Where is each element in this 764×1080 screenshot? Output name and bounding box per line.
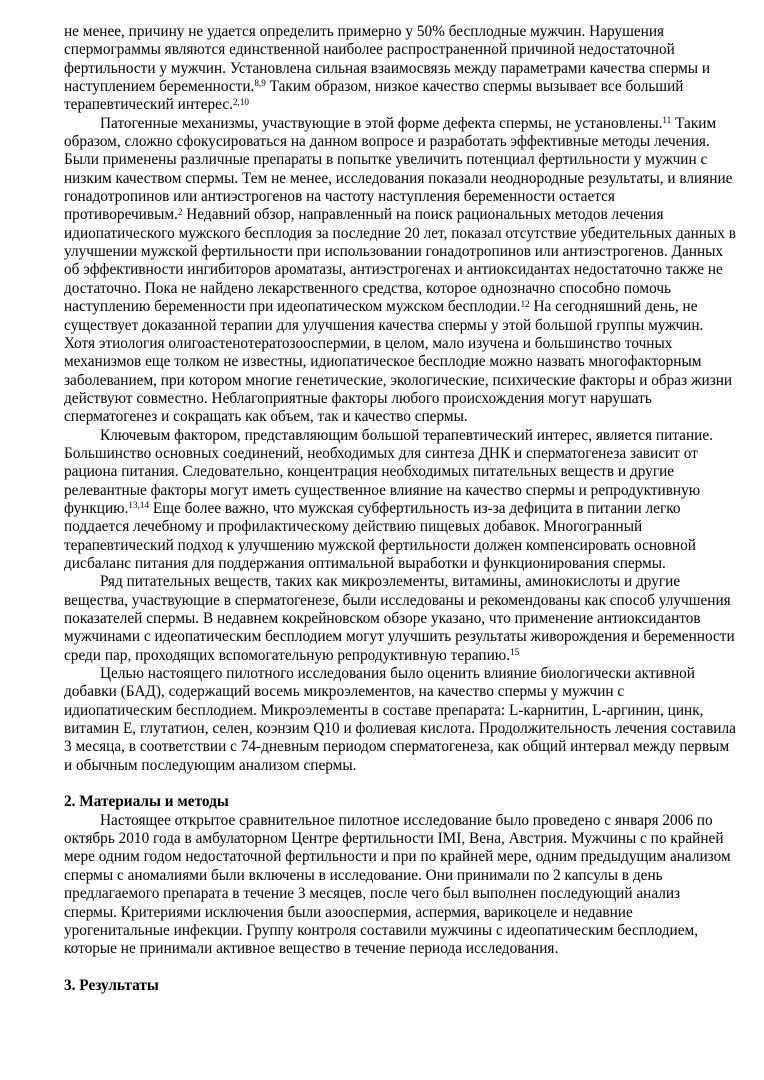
- paragraph: [64, 665, 736, 775]
- text-run: Таким образом, сложно сфокусироваться на данном вопросе и разработать эффективные методы лечения. Были применены различные препараты в попытке увеличить потенциал фертильности у мужчин с низким качеством спермы. Тем не менее, исследования показали неоднородные результаты, и влияние гонадотропинов или антиэстрогенов на частоту наступления беременности остается противоречивым.: [64, 114, 733, 224]
- paragraph: [64, 812, 736, 959]
- text-run: Таким образом, низкое качество спермы вызывает все больший терапевтический интерес.: [64, 78, 684, 114]
- citation-superscript: 15: [510, 647, 520, 658]
- paragraph: [64, 115, 736, 335]
- paragraph: [64, 335, 736, 427]
- text-run: На сегодняшний день, не существует доказанной терапии для улучшения качества спермы у этой большой группы мужчин.: [64, 298, 704, 334]
- paragraph: [64, 427, 736, 574]
- document-body: [64, 23, 736, 995]
- blank-line: [64, 959, 736, 977]
- citation-superscript: 13,14: [128, 500, 150, 511]
- citation-superscript: 8,9: [254, 78, 266, 89]
- text-run: Еще более важно, что мужская субфертильность из-за дефицита в питании легко поддается лечебному и профилактическому действию пищевых добавок. Многогранный терапевтический подход к улучшению мужской фертильности должен компенсировать основной дисбаланс питания для поддержания оптимальной выработки и функционирования спермы.: [64, 499, 696, 572]
- section-heading: 2. Материалы и методы: [64, 793, 229, 811]
- citation-superscript: 2,10: [232, 96, 250, 107]
- paragraph: [64, 573, 736, 665]
- text-run: Целью настоящего пилотного исследования было оценить влияние биологически активной добавки (БАД), содержащий восемь микроэлементов, на качество спермы у мужчин с идиопатическим бесплодием. Микроэлементы в составе препарата: L-карнитин, L-аргинин, цинк, витамин E, глутатион, селен, коэнзим Q10 и фолиевая кислота. Продолжительность лечения составила 3 месяца, в соответствии с 74-дневным периодом сперматогенеза, как общий интервал между первым и обычным последующим анализом спермы.: [64, 665, 736, 774]
- text-run: Хотя этиология олигоастенотератозооспермии, в целом, мало изучена и большинство точных механизмов еще толком не известны, идиопатическое бесплодие можно назвать многофакторным заболеванием, при котором многие генетические, экологические, психические факторы и образ жизни действуют совместно. Неблагоприятные факторы любого происхождения могут нарушать сперматогенез и сокращать как объем, так и качество спермы.: [64, 334, 733, 426]
- citation-superscript: 11: [662, 115, 672, 126]
- text-run: Патогенные механизмы, участвующие в этой форме дефекта спермы, не установлены.: [100, 114, 663, 132]
- section-heading: 3. Результаты: [64, 976, 159, 994]
- blank-line: [64, 775, 736, 793]
- text-run: не менее, причину не удается определить примерно у 50% бесплодные мужчин. Нарушения спермограммы являются единственной наиболее распространенной причиной недостаточной фертильности у мужчин. Установлена сильная взаимосвязь между параметрами качества спермы и наступлением беременности.: [64, 23, 711, 96]
- text-run: Ряд питательных веществ, таких как микроэлементы, витамины, аминокислоты и другие вещества, участвующие в сперматогенезе, были исследованы и рекомендованы как способ улучшения показателей спермы. В недавнем кокрейновском обзоре указано, что применение антиоксидантов мужчинами с идеопатическим бесплодием могут улучшить результаты живорождения и беременности среди пар, проходящих вспомогательную репродуктивную терапию.: [64, 573, 735, 664]
- paragraph: [64, 23, 736, 115]
- text-run: Недавний обзор, направленный на поиск рациональных методов лечения идиопатического мужского бесплодия за последние 20 лет, показал отсутствие убедительных данных в улучшении мужской фертильности при использовании гонадотропинов или антиэстрогенов. Данных об эффективности ингибиторов ароматазы, антиэстрогенах и антиоксидантах недостаточно также не достаточно. Пока не найдено лекарственного средства, которое однозначно способно помочь наступлению беременности при идеопатическом мужском бесплодии.: [64, 206, 736, 316]
- citation-superscript: 2: [177, 206, 183, 217]
- citation-superscript: 12: [520, 298, 530, 309]
- text-run: Настоящее открытое сравнительное пилотное исследование было проведено с января 2006 по октябрь 2010 года в амбулаторном Центре фертильности IMI, Вена, Австрия. Мужчины с по крайней мере одним годом недостаточной фертильности и при по крайней мере, одним предыдущим анализом спермы с аномалиями были включены в исследование. Они принимали по 2 капсулы в день предлагаемого препарата в течение 3 месяцев, после чего был выполнен последующий анализ спермы. Критериями исключения были азооспермия, аспермия, варикоцеле и недавние урогенитальные инфекции. Группу контроля составили мужчины с идеопатическим бесплодием, которые не принимали активное вещество в течение периода исследования.: [64, 811, 731, 958]
- text-run: Ключевым фактором, представляющим большой терапевтический интерес, является питание. Большинство основных соединений, необходимых для синтеза ДНК и сперматогенеза зависит от рациона питания. Следовательно, концентрация необходимых питательных веществ и другие релевантные факторы могут иметь существенное влияние на качество спермы и репродуктивную функцию.: [64, 426, 713, 517]
